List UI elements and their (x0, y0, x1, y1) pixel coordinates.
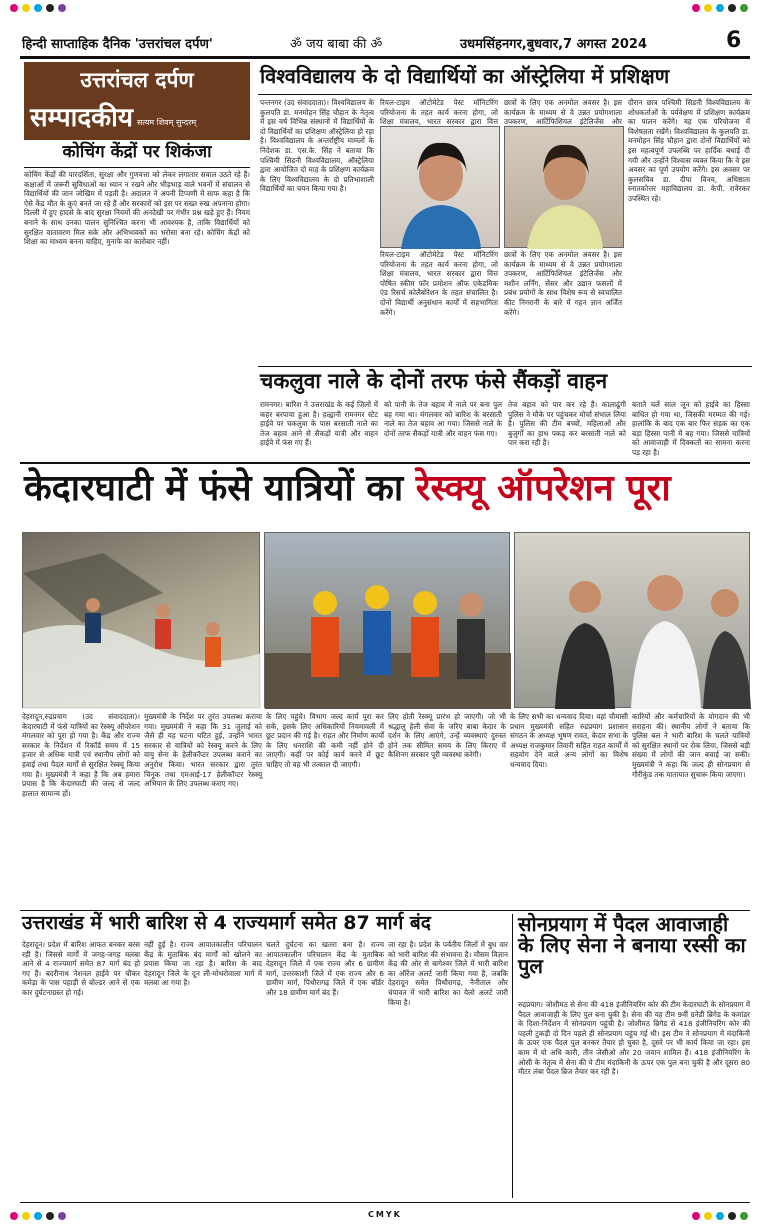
roads-col-1: देहरादून। प्रदेश में बारिश आफत बनकर बरस रही है। जिससे मार्गों में जगह-जगह मलबा आने से 4 राज्यमार्ग समेत 87 मार्ग बंद हो गए हैं। बदरीनाथ नेशनल हाईवे पर चौकर कमेड़ा के पास पहाड़ी से बोल्डर आने से एक कार दुर्घटनाग्रस्त हो गई। (22, 940, 140, 997)
masthead-rule (20, 56, 750, 59)
drain-col-1: रामनगर। बारिश ने उत्तराखंड के कई जिलों में कहर बरपाया हुआ है। हल्द्वानी रामनगर स्टेट हाईवे पर चकलुवा के पास बरसाती नाले का तेज बहाव आने से सैकड़ों यात्री और वाहन हाईवे में फंस गए हैं। (260, 400, 378, 448)
rescue-col-3: के लिए पहुंचे। विभाग जल्द कार्य पूरा कर सकें, इसके लिए अधिकारियों नियमावली में छूट प्रदान की गई है। राहत और निर्माण कार्यों के लिए धनराशि की कमी नहीं होने दी जाएगी। कहीं पर कोई कार्य करने में छूट चाहिए तो वह भी तत्काल दी जाएगी। (266, 712, 384, 769)
student-photo-1 (380, 126, 500, 248)
editorial-section-title: सम्पादकीय (30, 103, 133, 133)
students-col-4: दौरान छात्र पश्चिमी सिडनी विश्वविद्यालय के शोधकर्ताओं के पर्यवेक्षण में प्रशिक्षण कार्यक्रम का पालन करेंगे। यह एक परियोजना में विशेषज्ञता रखेंगे। विश्वविद्यालय के कुलपति डा. मनमोहन सिंह चौहान द्वारा दोनों विद्यार्थियों को इस महत्वपूर्ण उपलब्धि पर हार्दिक बधाई दी गयी और उन्होंने विश्वास व्यक्त किया कि वे इस अवसर का पूर्ण उपयोग करेंगे। इस अवसर पर कुलसचिव डा. दीपा विनय, अधिष्ठाता स्नातकोत्तर महाविद्यालय डा. केपी. रावेरकर उपस्थित रहे। (628, 98, 750, 203)
rescue-photo-stream (22, 532, 260, 708)
editorial-byline: सत्यम शिवम् सुन्दरम् (136, 118, 197, 127)
roads-col-2: नहीं हुई है। राज्य आपातकालीन परिचालन केंद्र के मुताबिक बंद मार्गों को खोलने का प्रयास किया जा रहा है। बारिश के बाद देहरादून जिले के दून ली-मोथरोवाला मार्ग में मलबा आ गया है। (144, 940, 262, 988)
masthead-left: हिन्दी साप्ताहिक दैनिक 'उत्तरांचल दर्पण' (22, 37, 213, 52)
rescue-headline-part1: केदारघाटी में फंसे यात्रियों का (24, 468, 404, 509)
roads-col-3: चलते दुर्घटना का खतरा बना है। राज्य आपातकालीन परिचालन केंद्र के मुताबिक देहरादून जिले में एक राज्य और 6 ग्रामीण मार्ग, उत्तरकाशी जिले में एक राज्य और 6 ग्रामीण मार्ग, पिथौरागढ़ जिले में एक बॉर्डर और 18 ग्रामीण मार्ग बंद हैं। (266, 940, 384, 997)
rescue-col-5: के लिए सभी का धन्यवाद दिया। वहां चौमासी प्रधान मुख्यमंत्री सहित रुद्रप्रयाग प्रशासन संगठन के अध्यक्ष भूषण रावत, केदार सभा के अध्यक्ष राजकुमार तिवारी सहित राहत कार्यों में सहयोग देने वाले अन्य लोगों का विशेष धन्यवाद दिया। (510, 712, 628, 769)
rescue-col-4: लिए होती रेस्क्यू प्रारंभ हो जाएगी। जो भी श्रद्धालु हेली सेवा के जरिए बाबा केदार के दर्शन के लिए आएंगे, उन्हें व्यवस्थाएं दुरुस्त होने तक सीमित समय के लिए किराए में कैशिनग सरकार पूरी व्यवस्था करेगी। (388, 712, 506, 760)
students-col-3b: छात्रों के लिए एक अनमोल अवसर है। इस कार्यक्रम के माध्यम से वे उन्नत प्रयोगशाला उपकरण, आर्टिफिशियल इंटेलिजेंस और मशीन लर्निंग, सेंसर और उद्यान फसलों में प्रबंध प्रयोगों के साथ विशेष रूप से स्वचालित कीट निगरानी के बारे में गहन ज्ञान अर्जित करेंगे। (504, 250, 622, 317)
editorial-headline: कोचिंग केंद्रों पर शिकंजा (62, 142, 212, 162)
rescue-headline-part2: रेस्क्यू ऑपरेशन पूरा (415, 468, 671, 509)
rescue-col-1: देहरादून,रुद्रप्रयाग (उद संवाददाता)। केदारघाटी में फंसे यात्रियों का रेस्क्यू ऑपरेशन मंगलवार को पूरा हो गया है। केंद्र और राज्य सरकार के निर्देशन में रिकॉर्ड समय में 15 हजार से अधिक यात्री एवं स्थानीय लोगों को हवाई तथा पैदल मार्गों से सुरक्षित रेस्क्यू किया गया है। मुख्यमंत्री ने कहा है कि अब हमारा प्रयास है कि केदारघाटी की जल्द से जल्द हालात सामान्य हों। (22, 712, 140, 798)
rescue-photo-officials (514, 532, 750, 708)
students-headline: विश्वविद्यालय के दो विद्यार्थियों का ऑस्ट्रेलिया में प्रशिक्षण (260, 64, 670, 88)
drain-col-2: को पानी के तेज बहाव में नाले पर बना पुल बह गया था। मंगलवार को बारिश के बरसाती नाले का तेज बहाव आ गया। जिससे नाले के दोनों तरफ सैकड़ों यात्री और वाहन फंस गए। (384, 400, 502, 438)
students-col-1: पन्तनगर (उद संवाददाता)। विश्वविद्यालय के कुलपति डा. मनमोहन सिंह चौहान के नेतृत्व में इस वर्ष विभिन्न संस्थानों में विद्यार्थियों के दो विद्यार्थियों का प्रशिक्षण ऑस्ट्रेलिया हो रहा है। विश्वविद्यालय के अन्तर्राष्ट्रीय मामलों के निदेशक डा. एस.के. सिंह ने बताया कि पश्चिमी सिडनी विश्वविद्यालय, ऑस्ट्रेलिया द्वारा आयोजित दो माह के प्रशिक्षण कार्यक्रम के लिए विश्वविद्यालय के दो प्रतिभाशाली विद्यार्थियों का चयन किया गया है। (260, 98, 374, 194)
registration-marks-bottom-right (692, 1212, 748, 1220)
roads-headline: उत्तराखंड में भारी बारिश से 4 राज्यमार्ग समेत 87 मार्ग बंद (22, 912, 431, 934)
rescue-headline (24, 470, 750, 508)
footer-rule (20, 1202, 750, 1203)
masthead-date: उधमसिंहनगर,बुधवार,7 अगस्त 2024 (460, 37, 648, 52)
bridge-body: रुद्रप्रयाग। जोशीमठ से सेना की 418 इंजीनियरिंग कोर की टीम केदारघाटी के सोनप्रयाग में पैदल आवाजाही के लिए पुल बना चुकी है। सेना की यह टीम 9वीं ग्रनेडी ब्रिगेड के कमांडर के दिशा-निर्देशन में सोनप्रयाग पहुंची है। जोशीमठ ब्रिगेड से 418 इंजीनियरिंग कोर की पहली टुकड़ी दो दिन पहले ही सोनप्रयाग पहुंच गई थी। इस टीम ने सोनप्रयाग में मंदाकिनी के ऊपर एक पैदल पुल बनकर तैयार हो चुका है, दूसरे पर भी कार्य किया जा रहा। इस काम में यो अधि कारी, तीन जेसीओ और 20 जवान शामिल हैं। 418 इंजीनियरिंग के ओसी के नेतृत्व में सेना की ये टीम मंदाकिनी के ऊपर एक पुल बना चुकी है और दूसरा 80 मीटर लंबा पैदल ब्रिज तैयार कर रही है। (518, 1000, 750, 1077)
rescue-col-2: मुख्यमंत्री के निर्देश पर तुरंत उपलब्ध कराया गया। मुख्यमंत्री ने कहा कि 31 जुलाई को जैसे ही यह घटना घटित हुई, उन्होंने भारत सरकार से यात्रियों को रेस्क्यू करने के लिए वायु सेना के हेलीकॉप्टर उपलब्ध कराने का अनुरोध किया। भारत सरकार द्वारा तुरंत चिनूक तथा एमआई-17 हेलीकॉप्टर रेस्क्यू अभियान के लिए उपलब्ध कराए गए। (144, 712, 262, 789)
roads-top-rule (20, 910, 750, 911)
students-col-2b: रियल-टाइम ऑटोमेटेड पेस्ट मॉनिटरिंग परियोजना के तहत कार्य करना होगा, जो शिक्षा मंत्रालय, भारत सरकार द्वारा वित्त पोषित स्कीम फॉर प्रमोशन ऑफ एकेडमिक एंड रिसर्च कोलैबोरेशन के तहत संचालित है। दोनों विद्यार्थी अनुसंधान कार्यों में सहभागिता करेंगे। (380, 250, 498, 317)
rescue-top-rule (20, 462, 750, 464)
editorial-brand: उत्तरांचल दर्पण (80, 68, 194, 92)
editorial-banner (24, 62, 250, 140)
registration-marks-right (692, 4, 748, 12)
student-photo-2 (504, 126, 624, 248)
footer-color-code: CMYK (368, 1210, 402, 1219)
editorial-rule (24, 167, 250, 168)
page-number: 6 (726, 28, 742, 53)
masthead-center: ॐ जय बाबा की ॐ (290, 37, 383, 52)
students-col-3: छात्रों के लिए एक अनमोल अवसर है। इस कार्यक्रम के माध्यम से वे उन्नत प्रयोगशाला उपकरण, आर्टिफिशियल इंटेलिजेंस और (504, 98, 622, 127)
drain-col-4: बताते चलें साल जून को हाईवे का हिस्सा बाधित हो गया था, जिसकी मरम्मत की गई। हालांकि के बाद एक बार फिर सड़क का एक बड़ा हिस्सा पानी में बह गया। जिससे यात्रियों को आवाजाही में दिक्कतों का सामना करना पड़ रहा है। (632, 400, 750, 457)
roads-col-4: जा रहा है। प्रदेश के पर्वतीय जिलों में बुध वार को भारी बारिश की संभावना है। मौसम विज्ञान केंद्र की ओर से बागेश्वर जिले में भारी बारिश का ऑरेंज अलर्ट जारी किया गया है, जबकि देहरादून समेत पिथौरागढ़, नैनीताल और चंपावत में भारी बारिश का येलो अलर्ट जारी किया है। (388, 940, 508, 1007)
students-col-2: रियल-टाइम ऑटोमेटेड पेस्ट मॉनिटरिंग परियोजना के तहत कार्य करना होगा, जो शिक्षा मंत्रालय, भारत सरकार द्वारा वित्त (380, 98, 498, 127)
registration-marks-bottom-left (10, 1212, 66, 1220)
drain-top-rule (258, 366, 752, 367)
rescue-photo-team (264, 532, 510, 708)
registration-marks-left (10, 4, 66, 12)
drain-headline: चकलुवा नाले के दोनों तरफ फंसे सैंकड़ों वाहन (260, 369, 608, 393)
bridge-divider (512, 914, 513, 1198)
students-rule (258, 94, 752, 95)
rescue-col-6: कारियों और कर्मचारियों के योगदान की भी सराहना की। स्थानीय लोगों ने बताया कि पुलिस बल ने भारी बारिश के चलते यात्रियों को सुरक्षित स्थानों पर रोक लिया, जिससे बड़ी संख्या में लोगों की जान बचाई जा सकी। मुख्यमंत्री ने कहा कि जल्द ही सोनप्रयाग से गौरीकुंड तक यातायात सुचारू किया जाएगा। (632, 712, 750, 779)
bridge-headline: सोनप्रयाग में पैदल आवाजाही के लिए सेना ने बनाया रस्सी का पुल (518, 912, 746, 978)
editorial-body: कोचिंग केंद्रों की पारदर्शिता, सुरक्षा और गुणवत्ता को लेकर लगातार सवाल उठते रहे हैं। कक्षाओं में जरूरी सुविधाओं का ध्यान न रखने और भीड़भाड़ वाले भवनों में संचालन से विद्यार्थियों की जान जोखिम में पड़ती है। अदालत ने अपनी टिप्पणी में साफ कहा है कि ऐसे केंद्र मौत के कुएं बनते जा रहे हैं और सरकारों को इस पर सख्त रुख अपनाना होगा। दिल्ली में हुए हादसे के बाद सुरक्षा नियमों की अनदेखी पर गंभीर प्रश्न खड़े हुए हैं। नियम बनाने के साथ उनका पालन सुनिश्चित करना भी आवश्यक है, ताकि विद्यार्थियों को सुरक्षित वातावरण मिल सके और अभिभावकों का भरोसा बना रहे। कोचिंग केंद्रों को शिक्षा का माध्यम बनना चाहिए, मुनाफे का कारोबार नहीं। (24, 170, 250, 247)
drain-col-3: तेज बहाव को पार कर रहे हैं। कालाढूंगी पुलिस ने मौके पर पहुंचकर मोर्चा संभाल लिया है। पुलिस की टीम बच्चों, महिलाओं और बुजुर्गों का हाथ पकड़ कर बरसाती नाले को पार करा रही है। (508, 400, 626, 448)
